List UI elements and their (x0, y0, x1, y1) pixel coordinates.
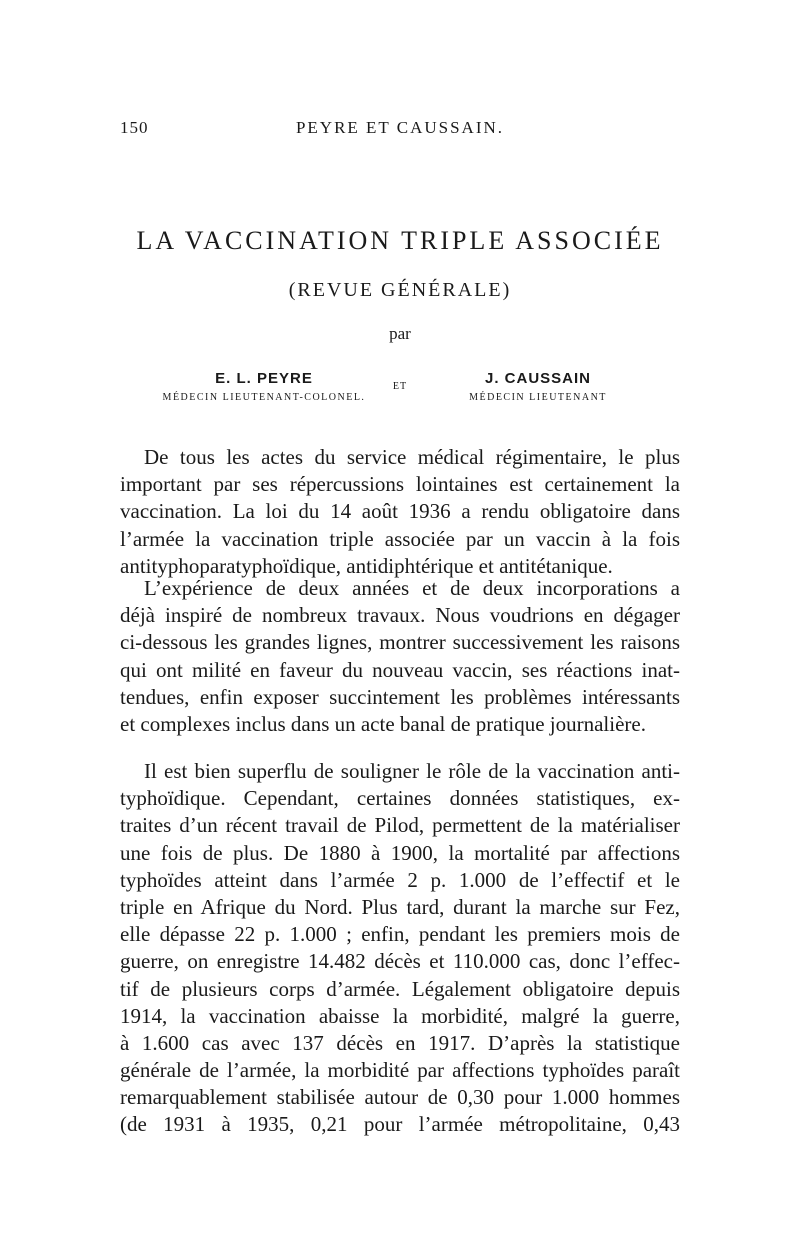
paragraph-2 (120, 575, 680, 738)
author-name: E. L. PEYRE (215, 370, 313, 387)
article-title: LA VACCINATION TRIPLE ASSOCIÉE (136, 226, 664, 255)
text-line: déjà inspiré de nombreux travaux. Nous voudrions en dégager (120, 603, 680, 628)
text-line: important par ses répercussions lointaines est certainement la (120, 472, 680, 497)
text-line: qui ont milité en faveur du nouveau vaccin, ses réactions inat- (120, 657, 680, 682)
text-line: antityphoparatyphoïdique, antidiphtérique et antitétanique. (120, 553, 613, 578)
author-rank: MÉDECIN LIEUTENANT-COLONEL. (162, 392, 366, 403)
text-line: vaccination. La loi du 14 août 1936 a rendu obligatoire dans (120, 499, 680, 524)
text-line: une fois de plus. De 1880 à 1900, la mortalité par affections (120, 840, 680, 865)
text-line: traites d’un récent travail de Pilod, permettent de la matérialiser (120, 813, 680, 838)
text-line: remarquablement stabilisée autour de 0,30 pour 1.000 hommes (120, 1085, 680, 1110)
author-rank: MÉDECIN LIEUTENANT (469, 392, 607, 403)
author-name: J. CAUSSAIN (484, 370, 592, 387)
byline-et: ET (392, 381, 408, 392)
text-line: tendues, enfin exposer succintement les problèmes intéressants (120, 684, 680, 709)
text-line: générale de l’armée, la morbidité par affections typhoïdes paraît (120, 1058, 680, 1083)
text-line: ci-dessous les grandes lignes, montrer successivement les raisons (120, 630, 680, 655)
text-line: Il est bien superflu de souligner le rôle de la vaccination anti- (144, 759, 680, 783)
paragraph-1 (120, 444, 680, 580)
text-line: triple en Afrique du Nord. Plus tard, durant la marche sur Fez, (120, 894, 680, 919)
text-line: (de 1931 à 1935, 0,21 pour l’armée métropolitaine, 0,43 (120, 1112, 680, 1137)
running-title: PEYRE ET CAUSSAIN. (295, 118, 505, 137)
author-peyre (154, 370, 374, 403)
text-line: L’expérience de deux années et de deux incorporations a (144, 576, 680, 600)
text-line: l’armée la vaccination triple associée par un vaccin à la fois (120, 526, 680, 551)
text-line: et complexes inclus dans un acte banal de pratique journalière. (120, 711, 646, 736)
running-header (120, 118, 680, 142)
byline-par: par (389, 324, 411, 343)
text-line: à 1.600 cas avec 137 décès en 1917. D’après la statistique (120, 1030, 680, 1055)
text-line: elle dépasse 22 p. 1.000 ; enfin, pendant les premiers mois de (120, 922, 680, 947)
text-line: tif de plusieurs corps d’armée. Légalement obligatoire depuis (120, 976, 680, 1001)
text-line: De tous les actes du service médical régimentaire, le plus (144, 445, 680, 469)
text-line: guerre, on enregistre 14.482 décès et 110.000 cas, donc l’effec- (120, 949, 680, 974)
author-caussain (428, 370, 648, 403)
paragraph-3 (120, 758, 680, 1139)
page-number: 150 (120, 118, 149, 137)
text-line: typhoïdes atteint dans l’armée 2 p. 1.000 de l’effectif et le (120, 867, 680, 892)
article-subtitle: (REVUE GÉNÉRALE) (288, 279, 512, 301)
text-line: typhoïdique. Cependant, certaines données statistiques, ex- (120, 786, 680, 811)
text-line: 1914, la vaccination abaisse la morbidité, malgré la guerre, (120, 1003, 680, 1028)
